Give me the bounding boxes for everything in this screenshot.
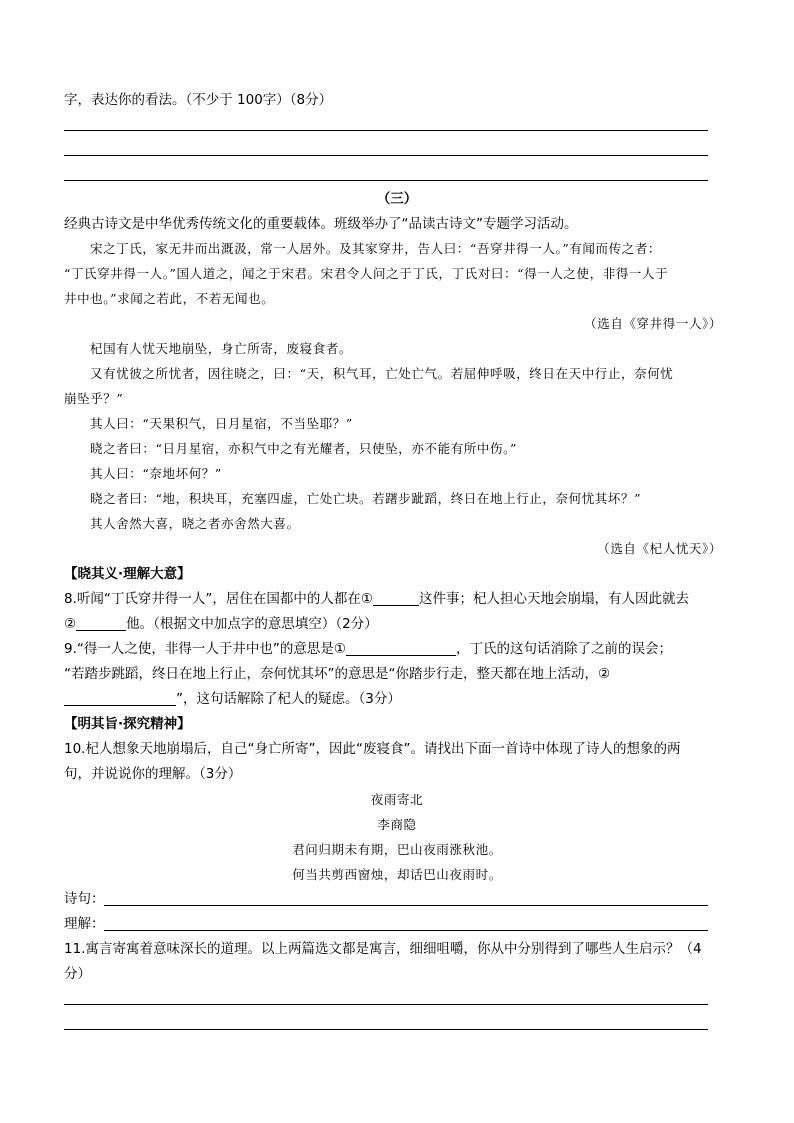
- understanding-answer[interactable]: [104, 930, 708, 931]
- q9-blank-2[interactable]: [64, 691, 176, 706]
- answer-line[interactable]: [64, 180, 708, 181]
- question-9-cont2: [64, 689, 401, 709]
- section-heading: 【明其旨·探究精神】: [64, 716, 191, 732]
- q9-text: ，丁氏的这句话消除了之前的误会；: [455, 641, 672, 657]
- q9-text: 9.“得一人之使，非得一人于井中也”的意思是①: [64, 641, 346, 657]
- passage2-line: 杞国有人忧天地崩坠，身亡所寄，废寝食者。: [90, 341, 353, 356]
- passage1-line: 井中也。”求闻之若此，不若无闻也。: [64, 291, 275, 306]
- answer-line[interactable]: [64, 1029, 708, 1030]
- q9-text: ”，这句话解除了杞人的疑虑。（3分）: [176, 691, 401, 707]
- q8-blank-1[interactable]: [373, 591, 419, 606]
- question-8-cont: [64, 614, 378, 634]
- question-10: 10.杞人想象天地崩塌后，自己“身亡所寄”，因此“废寝食”。请找出下面一首诗中体现了诗人的想象的两: [64, 741, 681, 757]
- passage2-source: （选自《杞人忧天》）: [597, 541, 722, 556]
- poem-author: 李商隐: [377, 817, 417, 832]
- question-tail: 字，表达你的看法。（不少于 100字）（8分）: [64, 92, 333, 108]
- section-intro: 经典古诗文是中华优秀传统文化的重要载体。班级举办了“品读古诗文”专题学习活动。: [64, 216, 578, 232]
- q8-text: 这件事；杞人担心天地会崩塌，有人因此就去: [418, 591, 689, 607]
- poem-line: 君问归期未有期，巴山夜雨涨秋池。: [292, 842, 502, 857]
- passage2-line: 晓之者曰：“日月星宿，亦积气中之有光耀者，只使坠，亦不能有所中伤。”: [90, 441, 517, 456]
- passage1-line: 宋之丁氏，家无井而出溉汲，常一人居外。及其家穿井，告人曰：“吾穿井得一人。”有闻而传之者：: [90, 241, 662, 256]
- answer-line[interactable]: [64, 155, 708, 156]
- poem-title: 夜雨寄北: [370, 792, 424, 807]
- section-heading: 【晓其义·理解大意】: [64, 566, 191, 582]
- q8-text: 8.听闻“丁氏穿井得一人”，居住在国都中的人都在①: [64, 591, 373, 607]
- passage2-line: 崩坠乎？”: [64, 391, 124, 406]
- question-11: 11.寓言寄寓着意味深长的道理。以上两篇选文都是寓言，细细咀嚼，你从中分别得到了哪些人生启示？（4: [64, 941, 702, 957]
- section-number: （三）: [376, 191, 418, 207]
- passage1-source: （选自《穿井得一人》）: [584, 316, 722, 331]
- poem-line-answer[interactable]: [104, 905, 708, 906]
- question-9-cont: “若踏步跳蹈，终日在地上行止，奈何忧其坏”的意思是“你踏步行走，整天都在地上活动，②: [64, 666, 611, 682]
- q9-blank-1[interactable]: [346, 641, 456, 656]
- poem-line-label: 诗句：: [64, 891, 105, 907]
- passage2-line: 其人曰：“奈地坏何？”: [90, 466, 222, 481]
- q8-text: ②: [64, 616, 77, 632]
- question-8: [64, 589, 689, 609]
- q8-text: 他。（根据文中加点字的意思填空）（2分）: [126, 616, 378, 632]
- understanding-label: 理解：: [64, 916, 105, 932]
- answer-line[interactable]: [64, 1004, 708, 1005]
- poem-line: 何当共剪西窗烛，却话巴山夜雨时。: [292, 867, 502, 882]
- question-11-cont: 分）: [64, 966, 91, 982]
- passage2-line: 晓之者曰：“地，积块耳，充塞四虚，亡处亡块。若躇步跐蹈，终日在地上行止，奈何忧其坏？”: [90, 491, 642, 506]
- passage1-line: “丁氏穿井得一人。”国人道之，闻之于宋君。宋君令人问之于丁氏，丁氏对曰：“得一人之使，非得一人于: [64, 266, 669, 281]
- passage2-line: 其人曰：“天果积气，日月星宿，不当坠耶？”: [90, 416, 353, 431]
- q8-blank-2[interactable]: [76, 616, 126, 631]
- answer-line[interactable]: [64, 130, 708, 131]
- question-9: [64, 639, 672, 659]
- question-10-cont: 句，并说说你的理解。（3分）: [64, 766, 242, 782]
- passage2-line: 又有忧彼之所忧者，因往晓之，曰：“天，积气耳，亡处亡气。若屈伸呼吸，终日在天中行止，奈何忧: [90, 366, 674, 381]
- passage2-line: 其人舍然大喜，晓之者亦舍然大喜。: [90, 516, 300, 531]
